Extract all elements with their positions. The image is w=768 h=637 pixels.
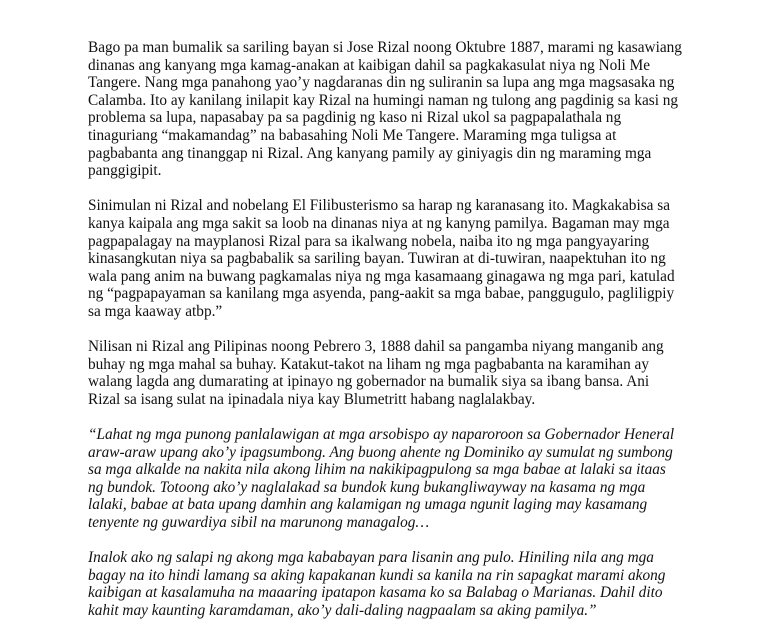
quote-line: araw-araw upang ako’y ipagsumbong. Ang buong ahente ng Dominiko ay sumulat ng sumbong	[88, 443, 673, 461]
paragraph-2	[88, 197, 688, 320]
quote-line: kahit may kaunting karamdaman, ako’y dali-daling nagpaalam sa aking pamilya.”	[88, 602, 597, 619]
quote-line: ng bundok. Totoong ako’y naglalakad sa bundok kung bukangliwayway na kasama ng mga	[88, 478, 646, 496]
text-line: Calamba. Ito ay kanilang inilapit kay Rizal na humingi naman ng tulong ang pagdinig sa kasi ng	[88, 91, 679, 109]
quote-paragraph-1	[88, 426, 688, 532]
text-line: panggigipit.	[88, 162, 162, 180]
quote-line: “Lahat ng mga punong panlalawigan at mga arsobispo ay naparoroon sa Gobernador Heneral	[88, 426, 675, 444]
quote-line: kaibigan at kasalamuha na maaaring ipatapon kasama ko sa Balabag o Marianas. Dahil dito	[88, 584, 663, 602]
quote-line: Inalok ako ng salapi ng akong mga kababayan para lisanin ang pulo. Hiniling nila ang mga	[88, 549, 654, 567]
text-line: pagpapalagay na mayplanosi Rizal para sa ikalwang nobela, naiba ito ng mga pangyayaring	[88, 232, 650, 250]
quote-paragraph-2	[88, 549, 688, 619]
text-line: dinanas ang kanyang mga kamag-anakan at kaibigan dahil sa pagkakasulat niya ng Noli Me	[88, 56, 650, 74]
text-line: tinaguriang “makamandag” na babasahing Noli Me Tangere. Maraming mga tuligsa at	[88, 126, 617, 144]
quote-line: bagay na ito hindi lamang sa aking kapakanan kundi sa kanila na rin sapagkat marami akong	[88, 566, 666, 584]
text-line: wala pang anim na buwang pagkamalas niya ng mga kasamaang ginagawa ng mga pari, katulad	[88, 267, 675, 285]
text-line: Nilisan ni Rizal ang Pilipinas noong Pebrero 3, 1888 dahil sa pangamba niyang manganib ang	[88, 338, 664, 356]
text-line: pagbabanta ang tinanggap ni Rizal. Ang kanyang pamily ay giniyagis din ng maraming mga	[88, 144, 652, 162]
text-line: Bago pa man bumalik sa sariling bayan si Jose Rizal noong Oktubre 1887, marami ng kasawiang	[88, 39, 682, 56]
text-line: walang lagda ang dumarating at ipinayo ng gobernador na bumalik siya sa ibang bansa. Ani	[88, 373, 650, 391]
text-line: Rizal sa isang sulat na ipinadala niya kay Blumetritt habang naglalakbay.	[88, 390, 536, 408]
text-line: kanya kaipala ang mga sakit sa loob na dinanas niya at ng kanyng pamilya. Bagaman may mga	[88, 214, 670, 232]
text-line: Sinimulan ni Rizal and nobelang El Filibusterismo sa harap ng karanasang ito. Magkakabisa sa	[88, 197, 671, 215]
text-line: problema sa lupa, napasabay pa sa pagdinig ng kaso ni Rizal ukol sa pagpapalathala ng	[88, 109, 622, 127]
text-line: ng “pagpapayaman sa kanilang mga asyenda, pang-aakit sa mga babae, panggugulo, pagliligpiy	[88, 285, 675, 303]
text-line: kinasangkutan niya sa pagbabalik sa sariling bayan. Tuwiran at di-tuwiran, naapektuhan ito ng	[88, 250, 666, 268]
quote-line: lalaki, babae at bata upang damhin ang kalamigan ng umaga ngunit laging may kasamang	[88, 496, 648, 514]
document-page	[88, 39, 688, 637]
quote-line: tenyente ng guwardiya sibil na marunong managalog…	[88, 514, 430, 532]
quote-line: sa mga alkalde na nakita nila akong lihim na nakikipagpulong sa mga babae at lalaki sa itaas	[88, 461, 666, 479]
text-line: sa mga kaaway atbp.”	[88, 302, 223, 320]
paragraph-1	[88, 39, 688, 180]
text-line: Tangere. Nang mga panahong yao’y nagdaranas din ng suliranin sa lupa ang mga magsasaka ng	[88, 74, 675, 92]
text-line: buhay ng mga mahal sa buhay. Katakut-takot na liham ng mga pagbabanta na karamihan ay	[88, 355, 649, 373]
paragraph-3	[88, 338, 688, 408]
